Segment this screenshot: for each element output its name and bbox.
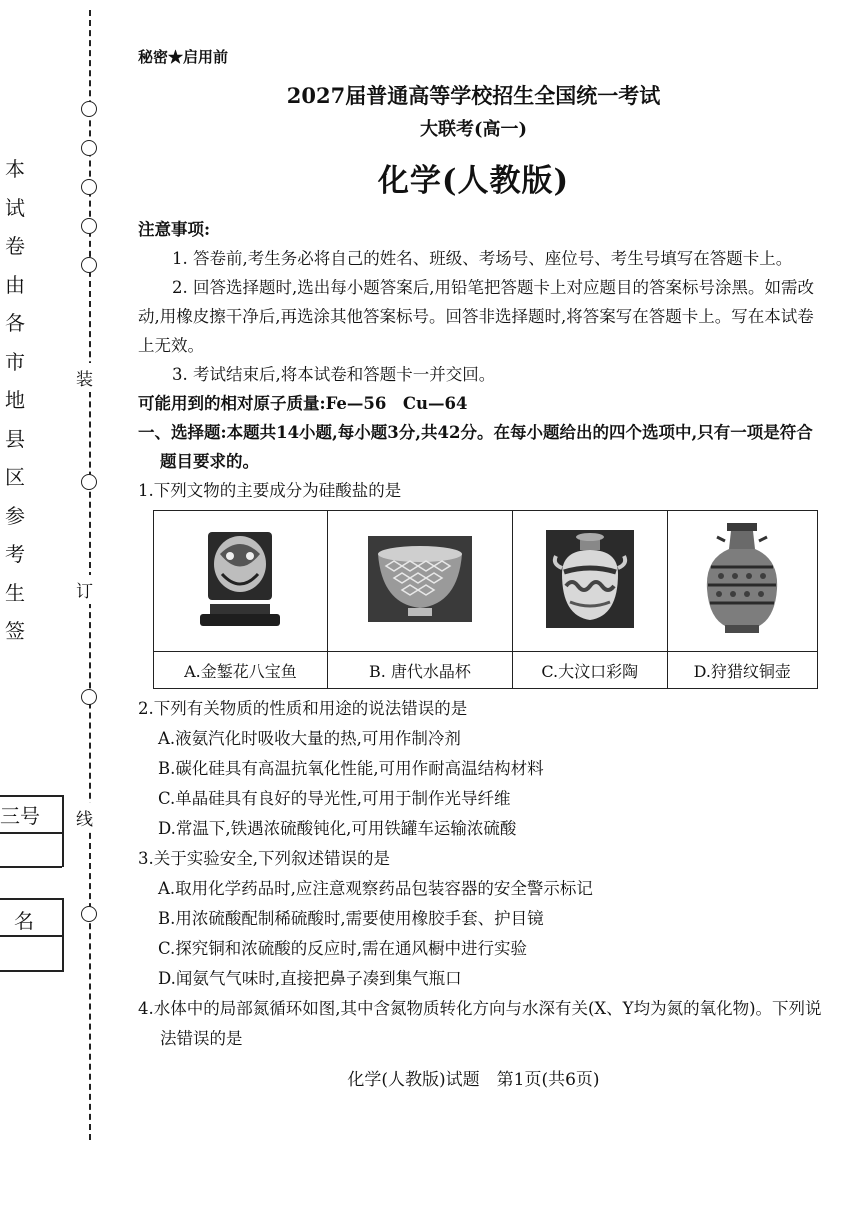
binding-hole — [81, 257, 97, 273]
atomic-masses: 可能用到的相对原子质量:Fe—56 Cu—64 — [138, 394, 468, 413]
option-image-cell — [512, 511, 667, 652]
question-option: B.碳化硅具有高温抗氧化性能,可用作耐高温结构材料 — [158, 759, 544, 778]
question-option: B.用浓硫酸配制稀硫酸时,需要使用橡胶手套、护目镜 — [158, 909, 544, 928]
note-item: 3. 考试结束后,将本试卷和答题卡一并交回。 — [172, 365, 496, 384]
secret-mark: 秘密★启用前 — [138, 48, 229, 66]
question-option: D.闻氨气气味时,直接把鼻子凑到集气瓶口 — [158, 969, 462, 988]
notes-block — [138, 215, 824, 505]
option-label: B. 唐代水晶杯 — [327, 652, 512, 689]
binding-mark-zhuang: 装 — [76, 363, 93, 392]
question-option: D.常温下,铁遇浓硫酸钝化,可用铁罐车运输浓硫酸 — [158, 819, 517, 838]
vertical-char: 参 — [5, 503, 25, 528]
vertical-char: 签 — [5, 619, 25, 643]
option-image-cell — [327, 511, 512, 652]
vertical-char: 由 — [5, 272, 25, 297]
binding-mark-ding: 订 — [76, 575, 93, 604]
painted-pottery-icon — [540, 524, 640, 634]
field-line — [0, 898, 62, 900]
bronze-pot-icon — [697, 519, 787, 639]
notes-heading: 注意事项: — [138, 220, 211, 239]
vertical-char: 试 — [5, 195, 25, 220]
binding-hole — [81, 140, 97, 156]
vertical-char: 地 — [5, 388, 25, 412]
exam-subtitle: 大联考(高一) — [419, 119, 528, 140]
question-stem: 4.水体中的局部氮循环如图,其中含氮物质转化方向与水深有关(X、Y均为氮的氧化物)。下列说法错误的是 — [138, 999, 822, 1048]
question-option: C.探究铜和浓硫酸的反应时,需在通风橱中进行实验 — [158, 939, 528, 958]
question-stem: 2.下列有关物质的性质和用途的说法错误的是 — [138, 699, 468, 718]
binding-hole — [81, 474, 97, 490]
question-option: C.单晶硅具有良好的导光性,可用于制作光导纤维 — [158, 789, 511, 808]
binding-hole — [81, 906, 97, 922]
gold-fish-artifact-icon — [190, 524, 290, 634]
field-line — [0, 970, 62, 972]
exam-title: 2027届普通高等学校招生全国统一考试 — [286, 83, 661, 108]
question-option: A.取用化学药品时,应注意观察药品包装容器的安全警示标记 — [158, 879, 593, 898]
field-line — [62, 898, 64, 972]
question-stem: 1.下列文物的主要成分为硅酸盐的是 — [138, 481, 402, 500]
page-footer: 化学(人教版)试题 第1页(共6页) — [347, 1070, 600, 1090]
note-item: 1. 答卷前,考生务必将自己的姓名、班级、考场号、座位号、考生号填写在答题卡上。 — [172, 249, 793, 268]
vertical-notice — [4, 150, 26, 651]
field-line — [62, 795, 64, 867]
question-stem: 3.关于实验安全,下列叙述错误的是 — [138, 849, 390, 868]
vertical-char: 区 — [5, 465, 25, 489]
option-label: A.金錾花八宝鱼 — [154, 652, 328, 689]
binding-hole — [81, 689, 97, 705]
option-label: D.狩猎纹铜壶 — [667, 652, 818, 689]
questions-block — [138, 694, 824, 1054]
section-heading: 一、选择题:本题共14小题,每小题3分,共42分。在每小题给出的四个选项中,只有一项是符合题目要求的。 — [138, 423, 813, 471]
crystal-cup-icon — [360, 524, 480, 634]
vertical-char: 卷 — [5, 234, 25, 258]
vertical-char: 本 — [5, 157, 25, 181]
vertical-char: 各 — [5, 311, 25, 335]
field-line — [0, 832, 62, 834]
question-option: A.液氨汽化时吸收大量的热,可用作制冷剂 — [158, 729, 461, 748]
binding-mark-xian: 线 — [76, 803, 93, 832]
name-label: 名 — [14, 909, 34, 933]
vertical-char: 考 — [5, 542, 25, 566]
exam-number-label: 三号 — [0, 804, 40, 828]
field-line — [0, 795, 62, 797]
note-item: 2. 回答选择题时,选出每小题答案后,用铅笔把答题卡上对应题目的答案标号涂黑。如需改动,用橡皮擦干净后,再选涂其他答案标号。回答非选择题时,将答案写在答题卡上。写在本试卷上无效。 — [138, 278, 814, 355]
field-line — [0, 866, 62, 868]
question1-options-table — [153, 510, 818, 689]
binding-hole — [81, 218, 97, 234]
vertical-char: 生 — [5, 580, 25, 605]
vertical-char: 县 — [5, 426, 25, 451]
option-label: C.大汶口彩陶 — [512, 652, 667, 689]
vertical-char: 市 — [5, 349, 25, 374]
field-line — [0, 935, 62, 937]
option-image-cell — [667, 511, 818, 652]
option-image-cell — [154, 511, 328, 652]
subject-title: 化学(人教版) — [377, 163, 570, 199]
